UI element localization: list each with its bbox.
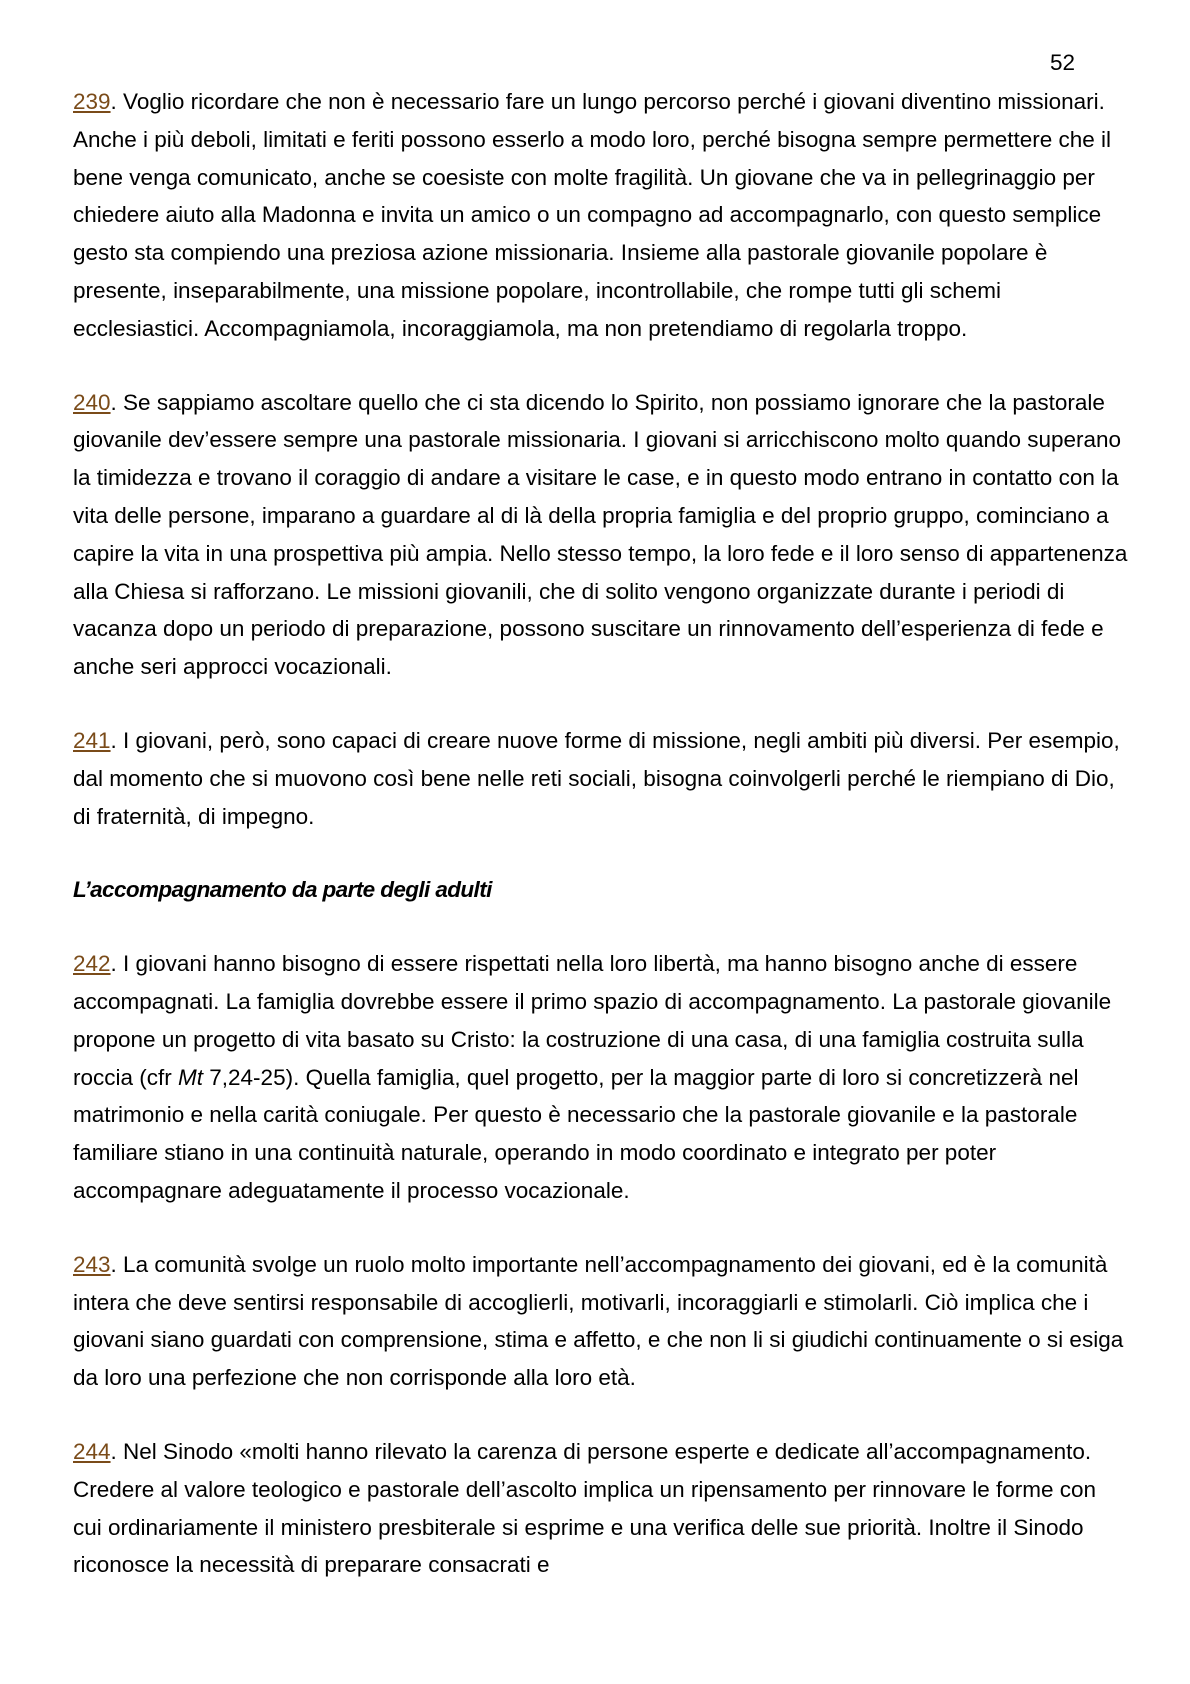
- paragraph-text: . La comunità svolge un ruolo molto importante nell’accompagnamento dei giovani, ed è la comunità intera che deve sentirsi responsabile di accoglierli, motivarli, incoraggiarli e stimolarli. Ciò implica che i giovani siano guardati con comprensione, stima e affetto, e che non li si giudichi continuamente o si esiga da loro una perfezione che non corrisponde alla loro età.: [73, 1251, 1124, 1391]
- paragraph-text: . Nel Sinodo «molti hanno rilevato la carenza di persone esperte e dedicate all’accompagnamento. Credere al valore teologico e pastorale dell’ascolto implica un ripensamento per rinnovare le forme con cui ordinariamente il ministero presbiterale si esprime e una verifica delle sue priorità. Inoltre il Sinodo riconosce la necessità di preparare consacrati e: [73, 1438, 1097, 1578]
- paragraph-239: [73, 83, 1131, 348]
- paragraph-text: . Se sappiamo ascoltare quello che ci sta dicendo lo Spirito, non possiamo ignorare che la pastorale giovanile dev’essere sempre una pastorale missionaria. I giovani si arricchiscono molto quando superano la timidezza e trovano il coraggio di andare a visitare le case, e in questo modo entrano in contatto con la vita delle persone, imparano a guardare al di là della propria famiglia e del proprio gruppo, cominciano a capire la vita in una prospettiva più ampia. Nello stesso tempo, la loro fede e il loro senso di appartenenza alla Chiesa si rafforzano. Le missioni giovanili, che di solito vengono organizzate durante i periodi di vacanza dopo un periodo di preparazione, possono suscitare un rinnovamento dell’esperienza di fede e anche seri approcci vocazionali.: [73, 389, 1128, 680]
- paragraph-240: [73, 384, 1131, 686]
- paragraph-number-link[interactable]: 241: [73, 727, 111, 753]
- paragraph-number-link[interactable]: 243: [73, 1251, 111, 1277]
- page-content: [73, 83, 1131, 1620]
- section-heading: L’accompagnamento da parte degli adulti: [73, 877, 492, 903]
- paragraph-text: . Voglio ricordare che non è necessario fare un lungo percorso perché i giovani diventino missionari. Anche i più deboli, limitati e feriti possono esserlo a modo loro, perché bisogna sempre permettere che il bene venga comunicato, anche se coesiste con molte fragilità. Un giovane che va in pellegrinaggio per chiedere aiuto alla Madonna e invita un amico o un compagno ad accompagnarlo, con questo semplice gesto sta compiendo una preziosa azione missionaria. Insieme alla pastorale giovanile popolare è presente, inseparabilmente, una missione popolare, incontrollabile, che rompe tutti gli schemi ecclesiastici. Accompagniamola, incoraggiamola, ma non pretendiamo di regolarla troppo.: [73, 89, 1112, 341]
- page-number: 52: [1050, 50, 1076, 75]
- paragraph-243: [73, 1246, 1131, 1397]
- paragraph-244: [73, 1433, 1131, 1584]
- paragraph-text-continued: 7,24-25). Quella famiglia, quel progetto, per la maggior parte di loro si concretizzerà nel matrimonio e nella carità coniugale. Per questo è necessario che la pastorale giovanile e la pastorale familiare stiano in una continuità naturale, operando in modo coordinato e integrato per poter accompagnare adeguatamente il processo vocazionale.: [73, 1064, 1079, 1203]
- paragraph-number-link[interactable]: 244: [73, 1438, 111, 1464]
- paragraph-text: . I giovani, però, sono capaci di creare nuove forme di missione, negli ambiti più diversi. Per esempio, dal momento che si muovono così bene nelle reti sociali, bisogna coinvolgerli perché le riempiano di Dio, di fraternità, di impegno.: [73, 727, 1120, 829]
- paragraph-241: [73, 722, 1131, 835]
- paragraph-242: [73, 945, 1131, 1210]
- paragraph-number-link[interactable]: 239: [73, 89, 111, 114]
- paragraph-number-link[interactable]: 242: [73, 951, 111, 977]
- paragraph-text: . I giovani hanno bisogno di essere rispettati nella loro libertà, ma hanno bisogno anche di essere accompagnati. La famiglia dovrebbe essere il primo spazio di accompagnamento. La pastorale giovanile propone un progetto di vita basato su Cristo: la costruzione di una casa, di una famiglia costruita sulla roccia (cfr: [73, 951, 1112, 1090]
- paragraph-number-link[interactable]: 240: [73, 389, 111, 415]
- scripture-reference: Mt: [178, 1064, 204, 1090]
